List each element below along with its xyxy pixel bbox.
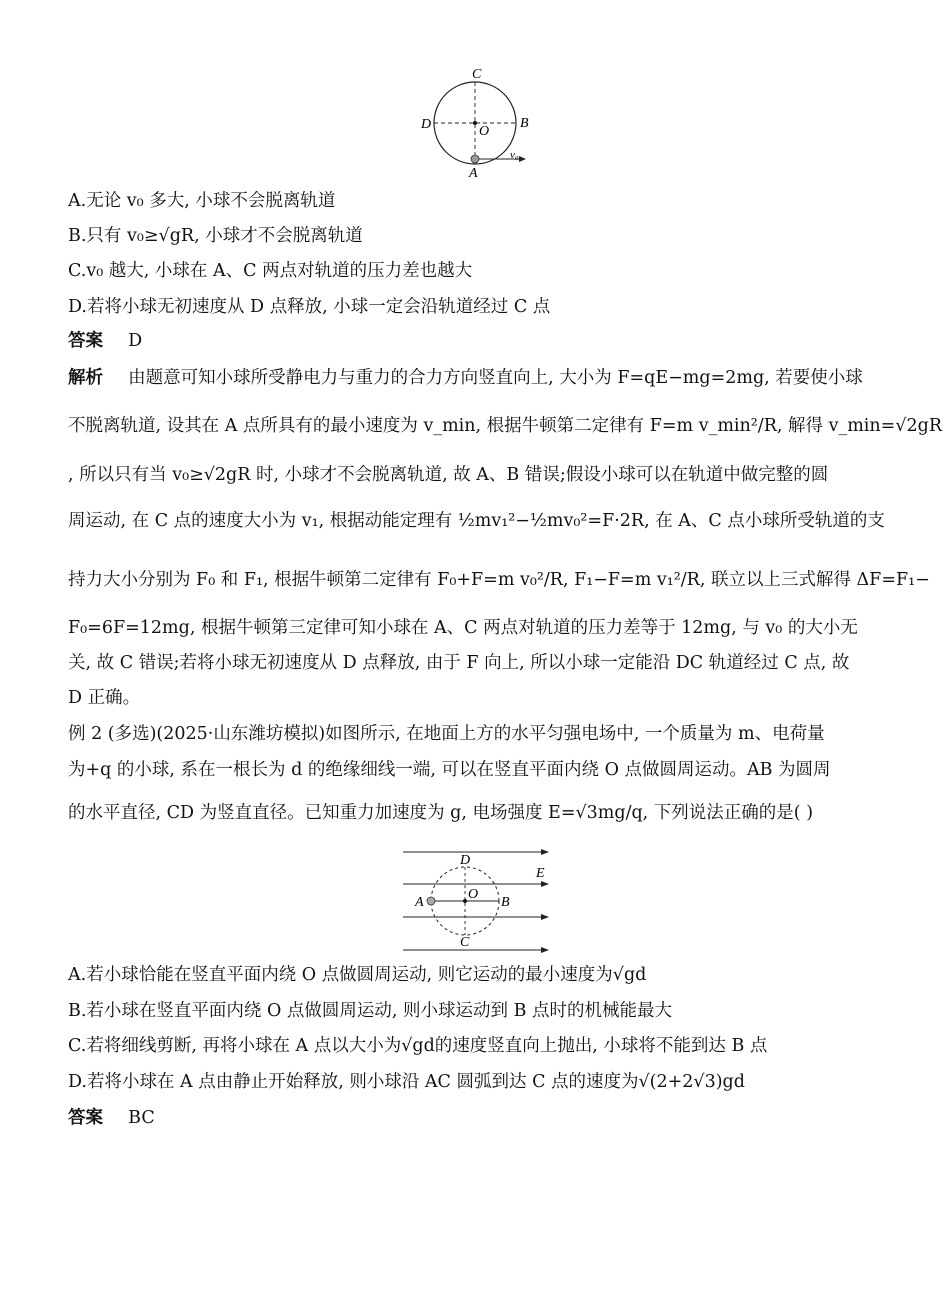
q1-answer [68, 333, 142, 351]
analysis-text-1: 由题意可知小球所受静电力与重力的合力方向竖直向上, 大小为 F=qE−mg=2mg, 若要使小球 [128, 368, 863, 388]
analysis-line-8: D 正确。 [68, 688, 141, 708]
q2-answer [68, 1110, 155, 1128]
analysis-label: 解析 [68, 368, 103, 388]
label-o: O [479, 124, 490, 139]
fig2-label-b: B [501, 895, 510, 910]
label-v0: v₀ [510, 149, 519, 161]
q1-option-d: D.若将小球无初速度从 D 点释放, 小球一定会沿轨道经过 C 点 [68, 297, 551, 317]
q1-option-a: A.无论 v₀ 多大, 小球不会脱离轨道 [68, 191, 336, 211]
label-c: C [472, 67, 482, 82]
q1-option-b: B.只有 v₀≥√gR, 小球才不会脱离轨道 [68, 226, 363, 246]
analysis-line-1 [68, 370, 863, 388]
figure-electric-field [395, 848, 560, 956]
analysis-line-6: F₀=6F=12mg, 根据牛顿第三定律可知小球在 A、C 两点对轨道的压力差等于 12mg, 与 v₀ 的大小无 [68, 618, 858, 638]
analysis-line-7: 关, 故 C 错误;若将小球无初速度从 D 点释放, 由于 F 向上, 所以小球一定能沿 DC 轨道经过 C 点, 故 [68, 653, 850, 673]
answer2-label: 答案 [68, 1108, 103, 1128]
answer2-value: BC [128, 1108, 155, 1128]
label-d: D [421, 117, 432, 132]
analysis-line-4: 周运动, 在 C 点的速度大小为 v₁, 根据动能定理有 ½mv₁²−½mv₀²=F·2R, 在 A、C 点小球所受轨道的支 [68, 511, 885, 531]
example2-line-2: 为+q 的小球, 系在一根长为 d 的绝缘细线一端, 可以在竖直平面内绕 O 点做圆周运动。AB 为圆周 [68, 760, 831, 780]
label-b: B [520, 116, 529, 131]
q2-option-a: A.若小球恰能在竖直平面内绕 O 点做圆周运动, 则它运动的最小速度为√gd [68, 965, 647, 985]
analysis-line-3: , 所以只有当 v₀≥√2gR 时, 小球才不会脱离轨道, 故 A、B 错误;假设小球可以在轨道中做完整的圆 [68, 465, 829, 485]
label-a: A [469, 166, 478, 180]
fig2-label-a: A [415, 895, 424, 910]
figure-circle-track [410, 64, 550, 180]
q2-option-b: B.若小球在竖直平面内绕 O 点做圆周运动, 则小球运动到 B 点时的机械能最大 [68, 1001, 673, 1021]
fig2-label-d: D [460, 853, 471, 868]
example2-line-3: 的水平直径, CD 为竖直直径。已知重力加速度为 g, 电场强度 E=√3mg/q, 下列说法正确的是( ) [68, 803, 814, 823]
q2-option-d: D.若将小球在 A 点由静止开始释放, 则小球沿 AC 圆弧到达 C 点的速度为√(2+2√3)gd [68, 1072, 745, 1092]
analysis-line-2: 不脱离轨道, 设其在 A 点所具有的最小速度为 v_min, 根据牛顿第二定律有 F=m v_min²/R, 解得 v_min=√2gR [68, 416, 942, 436]
analysis-line-5: 持力大小分别为 F₀ 和 F₁, 根据牛顿第二定律有 F₀+F=m v₀²/R, F₁−F=m v₁²/R, 联立以上三式解得 ΔF=F₁− [68, 570, 930, 590]
q2-option-c: C.若将细线剪断, 再将小球在 A 点以大小为√gd的速度竖直向上抛出, 小球将不能到达 B 点 [68, 1036, 768, 1056]
example2-line-1: 例 2 (多选)(2025·山东潍坊模拟)如图所示, 在地面上方的水平匀强电场中, 一个质量为 m、电荷量 [68, 724, 825, 744]
q1-option-c: C.v₀ 越大, 小球在 A、C 两点对轨道的压力差也越大 [68, 261, 473, 281]
answer-value: D [128, 331, 143, 351]
fig2-label-c: C [460, 935, 470, 950]
answer-label: 答案 [68, 331, 103, 351]
fig2-label-e: E [536, 866, 545, 881]
fig2-label-o: O [468, 887, 479, 902]
